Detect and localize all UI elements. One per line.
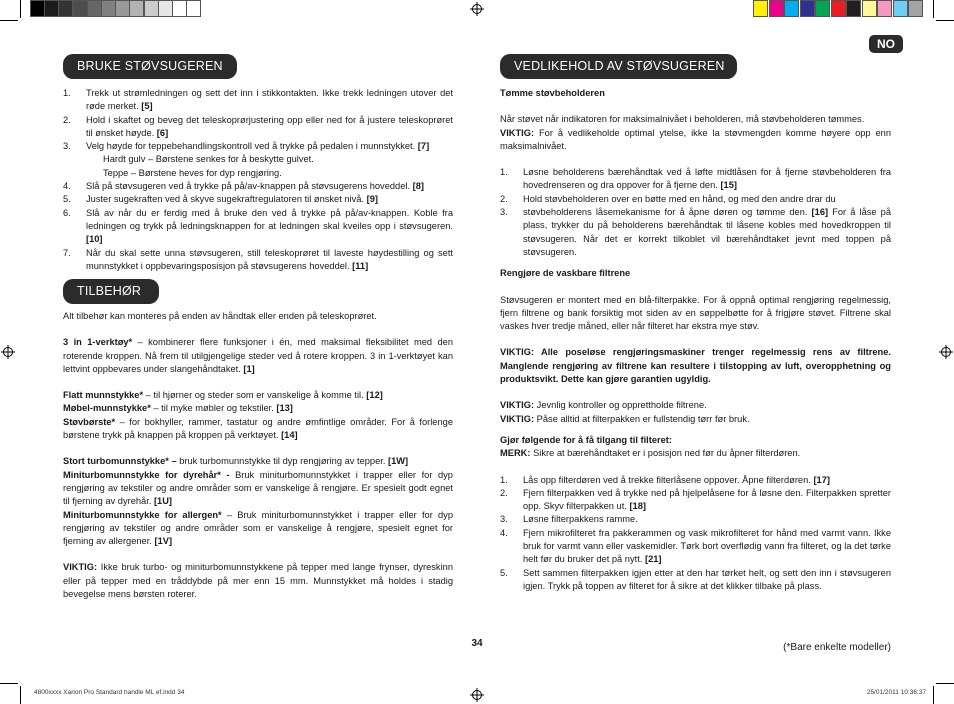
tool-pet-hair: Miniturbomunnstykke for dyrehår* - Bruk miniturbomunnstykket i trapper eller for dyp rengjøring av tekstiler og andre områder som er vanskelige å rengjøre. Er spesielt godt egnet til fjerning av dyrehår. [1U]	[63, 469, 453, 507]
important-note: VIKTIG: Jevnlig kontroller og opprettholde filtrene.	[500, 400, 707, 411]
accessories-section	[63, 310, 453, 601]
list-item: 4. Fjern mikrofilteret fra pakkerammen og vask mikrofilteret for hånd med varmt vann. Ikke bruk for varmt vann eller vaskemidler. Tørk bort overflødig vann fra filteret, og la det tørke helt før du bruker det på nytt. [21]	[500, 527, 891, 565]
color-swatch	[815, 0, 830, 17]
color-swatch	[908, 0, 923, 17]
color-swatch	[784, 0, 799, 17]
crop-mark	[936, 683, 954, 684]
important-note: VIKTIG: For å vedlikeholde optimal ytelse, ikke la støvmengden komme høyere opp enn maksimalnivået.	[500, 127, 891, 151]
maintenance-section	[500, 87, 891, 593]
page-number: 34	[471, 638, 483, 649]
gray-swatch	[115, 0, 130, 17]
paragraph: Støvsugeren er montert med en blå-filterpakke. For å oppnå optimal rengjøring regelmessig, fjern filtrene og bank forsiktig mot siden av en søppelbøtte for å frigjøre støvet. Filtrene skal vaskes hver tredje måned, eller når filteret har ekstra mye støv.	[500, 294, 891, 332]
footer-file-info: 4800xxxx Xarion Pro Standard handle ML ef.indd 34	[34, 689, 185, 696]
sub-item: Hardt gulv – Børstene senkes for å beskytte gulvet.	[103, 154, 314, 165]
crop-mark	[0, 20, 18, 21]
gray-swatch	[30, 0, 45, 17]
gray-swatch	[87, 0, 102, 17]
list-item: 5. Sett sammen filterpakken igjen etter at den har tørket helt, og sett den inn i støvsugeren igjen. Trykk på toppen av filteret for å sikre at det klikker tilbake på plass.	[500, 567, 891, 591]
gray-swatch	[44, 0, 59, 17]
crop-mark	[20, 686, 21, 704]
color-swatch	[877, 0, 892, 17]
list-item: 2. Fjern filterpakken ved å trykke ned på hjelpelåsene for å løsne den. Filterpakken spretter opp. Skyv filterpakken ut. [18]	[500, 487, 891, 512]
sub-item: Teppe – Børstene heves for dyp rengjøring.	[103, 167, 282, 178]
color-swatch	[753, 0, 768, 17]
subheading-empty-bin: Tømme støvbeholderen	[500, 88, 605, 98]
tool-3in1: 3 in 1-verktøy* – kombinerer flere funksjoner i én, med maksimal fleksibilitet med den roterende kroppen. Nå frem til utilgjengelige steder ved å rotere kroppen. 3 in 1-verktøyet kan lettvint oppbevares under slangehåndtaket. [1]	[63, 337, 453, 374]
gray-swatch	[186, 0, 201, 17]
important-warning: VIKTIG: Alle poseløse rengjøringsmaskiner trenger regelmessig rens av filtrene. Manglende rengjøring av filtrene kan resultere i tilstopping av luft, overopphetning og produktsvikt. Dette kan gjøre garantien ugyldig.	[500, 347, 891, 385]
tool-furniture: Møbel-munnstykke* – til myke møbler og tekstiler. [13]	[63, 403, 293, 414]
registration-mark-icon	[470, 688, 484, 702]
usage-steps-list	[63, 87, 453, 273]
subheading-filters: Rengjøre de vaskbare filtrene	[500, 268, 631, 279]
accessories-intro: Alt tilbehør kan monteres på enden av håndtak eller enden på teleskoprøret.	[63, 311, 377, 321]
gray-swatch	[73, 0, 88, 17]
tool-dust-brush: Støvbørste* – for bokhyller, rammer, tastatur og andre ømfintlige områder. For å forlenge børstene trykk på knappen på kroppen på verktøyet. [14]	[63, 416, 453, 441]
section-heading-bruke: BRUKE STØVSUGEREN	[63, 54, 237, 79]
color-swatch	[769, 0, 784, 17]
list-item: 2. Hold støvbeholderen over en bøtte med en hånd, og med den andre drar du	[500, 193, 836, 204]
gray-swatch	[172, 0, 187, 17]
color-swatch	[800, 0, 815, 17]
language-badge: NO	[869, 35, 903, 53]
list-item: 3. støvbeholderens låsemekanisme for å åpne døren og tømme den. [16] For å låse på plass, trykker du på beholderens bærehåndtak til låsene kobles med hovedkroppen til støvsugeren. Når det er korrekt tilkoblet vil bærehåndtaket jevnt med toppen på støvsugeren.	[500, 207, 891, 257]
list-item: 1. Løsne beholderens bærehåndtak ved å løfte midtlåsen for å fjerne støvbeholderen fra hovedrenseren og dra oppover for å fjerne den. [15]	[500, 167, 891, 191]
filter-access-heading: Gjør følgende for å få tilgang til filteret:	[500, 434, 672, 445]
crop-mark	[0, 683, 18, 684]
important-note: VIKTIG: Ikke bruk turbo- og miniturbomunnstykkene på tepper med lange frynser, dyreskinn eller på tepper med en tråddybde på mer enn 15 mm. Munnstykket må holdes i stadig bevegelse mens børsten roterer.	[63, 562, 453, 600]
tool-turbo: Stort turbomunnstykke* – bruk turbomunnstykke til dyp rengjøring av tepper. [1W]	[63, 456, 409, 467]
paragraph: Når støvet når indikatoren for maksimalnivået i beholderen, må støvbeholderen tømmes.	[500, 114, 865, 125]
tool-allergen: Miniturbomunnstykke for allergen* – Bruk miniturbomunnstykket i trapper eller for dyp rengjøring av tekstiler og andre områder som er vanskelige å rengjøre, spesielt egnet for fjerning av allergener. [1V]	[63, 509, 454, 547]
gray-swatch	[101, 0, 116, 17]
important-note: VIKTIG: Påse alltid at filterpakken er fullstendig tørr før bruk.	[500, 413, 750, 424]
list-item: 3. Løsne filterpakkens ramme.	[500, 514, 638, 525]
color-swatch	[831, 0, 846, 17]
crop-mark	[936, 20, 954, 21]
crop-mark	[20, 0, 21, 18]
gray-swatch	[129, 0, 144, 17]
note: MERK: Sikre at bærehåndtaket er i posisjon ned før du åpner filterdøren.	[500, 448, 801, 459]
list-item: 4. Slå på støvsugeren ved å trykke på på/av-knappen på støvsugerens hoveddel. [8]	[63, 181, 424, 192]
list-item: 5. Juster sugekraften ved å skyve sugekraftregulatoren til ønsket nivå. [9]	[63, 194, 378, 205]
list-item: 3. Velg høyde for teppebehandlingskontroll ved å trykke på pedalen i munnstykket. [7]	[63, 141, 430, 152]
registration-mark-icon	[470, 2, 484, 16]
list-item: 1. Lås opp filterdøren ved å trekke filterlåsene oppover. Åpne filterdøren. [17]	[500, 474, 830, 485]
list-item: 6. Slå av når du er ferdig med å bruke den ved å trykke på på/av-knappen. Koble fra ledningen og trykk på ledningsknappen for at ledningen skal kveiles opp i støvsugeren. [10]	[63, 207, 453, 245]
color-swatch	[846, 0, 861, 17]
list-item: 1. Trekk ut strømledningen og sett det inn i stikkontakten. Ikke trekk ledningen utover det røde merket. [5]	[63, 88, 453, 112]
color-swatch	[862, 0, 877, 17]
crop-mark	[933, 686, 934, 704]
color-swatch	[893, 0, 908, 17]
tool-flat: Flatt munnstykke* – til hjørner og steder som er vanskelige å komme til. [12]	[63, 390, 383, 401]
crop-mark	[933, 0, 934, 18]
list-item: 7. Når du skal sette unna støvsugeren, still teleskoprøret til laveste høydestilling og sett munnstykket i oppbevaringsposisjon på støvsugerens hoveddel. [11]	[63, 247, 453, 271]
registration-mark-icon	[939, 345, 953, 359]
footer-timestamp: 25/01/2011 10:36:37	[866, 689, 926, 696]
section-heading-tilbehor: TILBEHØR	[63, 279, 159, 304]
section-heading-vedlikehold: VEDLIKEHOLD AV STØVSUGEREN	[500, 54, 737, 79]
registration-mark-icon	[1, 345, 15, 359]
footnote: (*Bare enkelte modeller)	[783, 642, 891, 653]
gray-swatch	[144, 0, 159, 17]
gray-swatch	[158, 0, 173, 17]
gray-swatch	[58, 0, 73, 17]
list-item: 2. Hold i skaftet og beveg det teleskoprørjustering opp eller ned for å justere teleskoprøret til ønsket høyde. [6]	[63, 114, 453, 138]
